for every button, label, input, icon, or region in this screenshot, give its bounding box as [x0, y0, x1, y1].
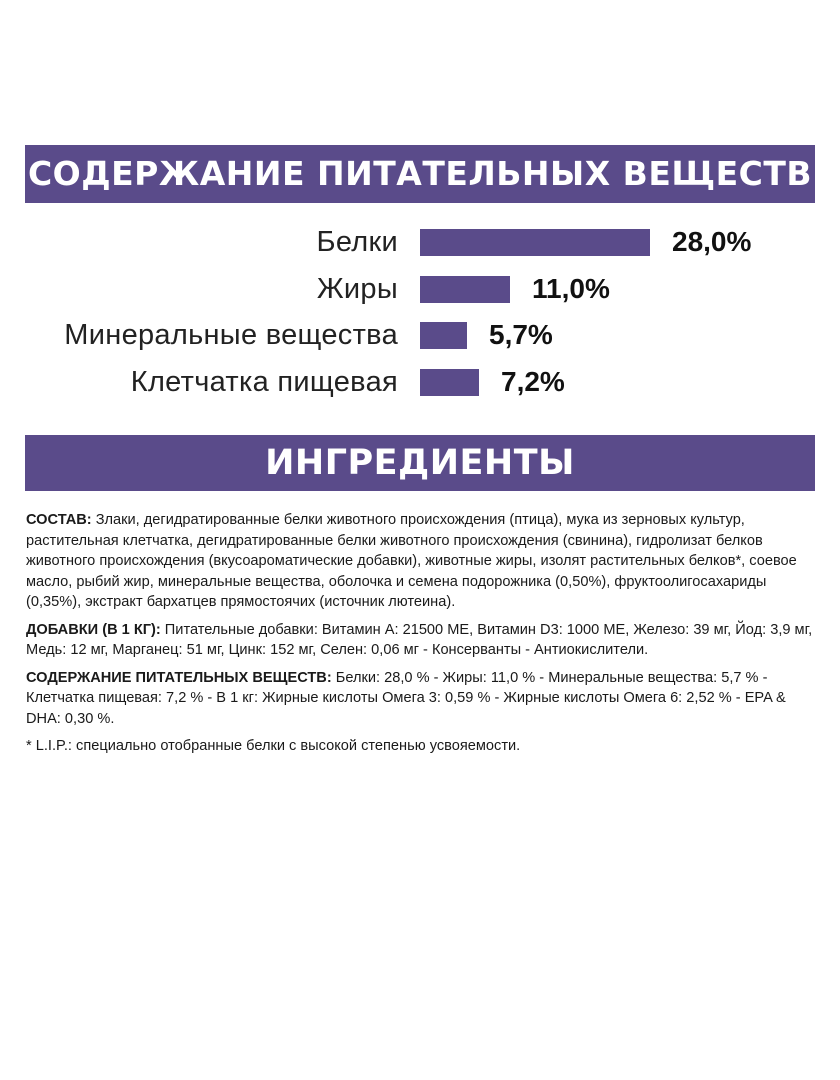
additives-text: Питательные добавки: Витамин A: 21500 МЕ, Витамин D3: 1000 МЕ, Железо: 39 мг, Йод: 3,9 мг, Медь: 12 мг, Марганец: 51 мг, Цинк: 152 мг, Селен: 0,06 мг - Консерванты - Антиокислители.: [26, 621, 813, 658]
nutrient-row: [0, 269, 840, 309]
nutrient-bar: [420, 322, 467, 349]
composition-paragraph: [26, 510, 816, 613]
ingredients-banner: [25, 435, 815, 491]
nutrient-bar: [420, 369, 479, 396]
nutrient-row: [0, 362, 840, 402]
nutrients-title: СОДЕРЖАНИЕ ПИТАТЕЛЬНЫХ ВЕЩЕСТВ: [27, 154, 813, 193]
nutrient-row: [0, 315, 840, 355]
composition-label: СОСТАВ:: [26, 512, 92, 528]
ingredients-text-block: [26, 510, 816, 764]
nutrient-row: [0, 222, 840, 262]
nutrient-value: 11,0%: [532, 273, 610, 304]
nutrients-text: Белки: 28,0 % - Жиры: 11,0 % - Минеральные вещества: 5,7 % - Клетчатка пищевая: 7,2 % - В 1 кг: Жирные кислоты Омега 3: 0,59 % - Жирные кислоты Омега 6: 2,52 % - EPA & DHA: 0,30 %.: [26, 669, 786, 727]
nutrients-paragraph: [26, 668, 816, 730]
nutrients-banner: [25, 145, 815, 203]
nutrient-label: Жиры: [316, 273, 398, 305]
nutrient-bar: [420, 229, 650, 256]
nutrients-label: СОДЕРЖАНИЕ ПИТАТЕЛЬНЫХ ВЕЩЕСТВ:: [26, 669, 332, 686]
nutrient-label: Клетчатка пищевая: [130, 366, 398, 398]
nutrient-value: 7,2%: [501, 366, 565, 397]
nutrient-value: 28,0%: [672, 226, 752, 257]
nutrient-bar: [420, 276, 510, 303]
composition-text: Злаки, дегидратированные белки животного происхождения (птица), мука из зерновых культур, растительная клетчатка, дегидратированные белки животного происхождения (свинина), гидролизат белков животного происхождения (вкусоароматические добавки), животные жиры, изолят растительных белков*, соевое масло, рыбий жир, минеральные вещества, оболочка и семена подорожника (0,50%), фруктоолигосахариды (0,35%), экстракт бархатцев прямостоячих (источник лютеина).: [26, 512, 797, 610]
footnote: * L.I.P.: специально отобранные белки с высокой степенью усвояемости.: [26, 738, 521, 754]
additives-paragraph: [26, 620, 816, 661]
nutrient-value: 5,7%: [489, 319, 553, 350]
nutrient-label: Минеральные вещества: [64, 319, 398, 351]
nutrient-label: Белки: [316, 226, 398, 258]
ingredients-title: ИНГРЕДИЕНТЫ: [265, 443, 575, 483]
additives-label: ДОБАВКИ (В 1 КГ):: [26, 621, 161, 638]
